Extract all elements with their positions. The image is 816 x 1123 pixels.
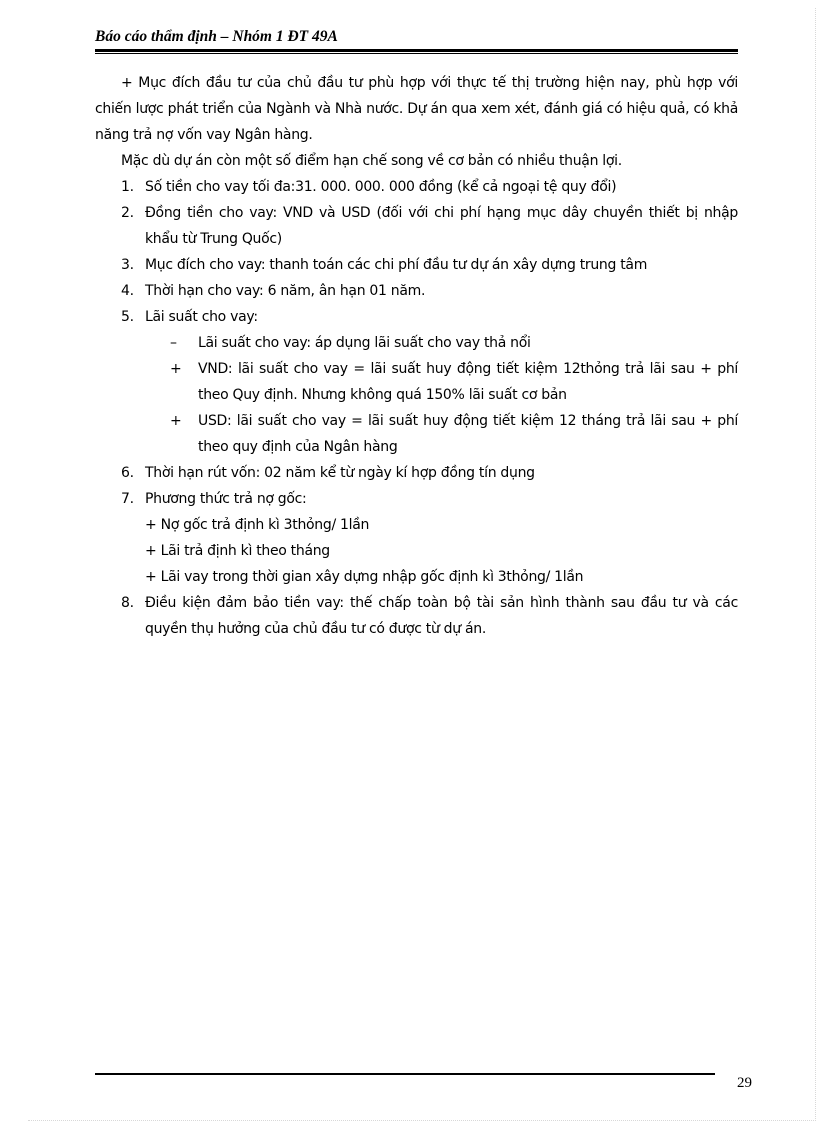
subitem-text: USD: lãi suất cho vay = lãi suất huy động tiết kiệm 12 tháng trả lãi sau + phí theo quy định của Ngân hàng [198, 413, 738, 455]
item-number: 4. [121, 283, 134, 299]
item-text: Phương thức trả nợ gốc: [145, 491, 307, 507]
item-number: 7. [121, 491, 134, 507]
list-item [95, 590, 738, 642]
item-number: 3. [121, 257, 134, 273]
header-rule [95, 49, 738, 52]
repayment-line: + Lãi vay trong thời gian xây dựng nhập gốc định kì 3thỏng/ 1lần [145, 569, 584, 585]
list-item [95, 174, 738, 200]
item-text: Thời hạn rút vốn: 02 năm kể từ ngày kí hợp đồng tín dụng [145, 465, 535, 481]
item-text: Điều kiện đảm bảo tiền vay: thế chấp toàn bộ tài sản hình thành sau đầu tư và các quyền thụ hưởng của chủ đầu tư có được từ dự án. [145, 595, 738, 637]
page-number: 29 [737, 1075, 752, 1091]
item-number: 5. [121, 309, 134, 325]
page-header [95, 28, 738, 54]
rate-subitem [95, 356, 738, 408]
subitem-mark: – [170, 335, 177, 351]
intro-paragraph: + Mục đích đầu tư của chủ đầu tư phù hợp với thực tế thị trường hiện nay, phù hợp với chiến lược phát triển của Ngành và Nhà nước. Dự án qua xem xét, đánh giá có hiệu quả, có khả năng trả nợ vốn vay Ngân hàng. [95, 75, 738, 143]
item-text: Thời hạn cho vay: 6 năm, ân hạn 01 năm. [145, 283, 426, 299]
item-number: 2. [121, 205, 134, 221]
item-text: Lãi suất cho vay: [145, 309, 258, 325]
rate-subitem [95, 408, 738, 460]
item-text: Số tiền cho vay tối đa:31. 000. 000. 000 đồng (kể cả ngoại tệ quy đổi) [145, 179, 617, 195]
item-number: 8. [121, 595, 134, 611]
repayment-line: + Lãi trả định kì theo tháng [145, 543, 330, 559]
item-text: Mục đích cho vay: thanh toán các chi phí đầu tư dự án xây dựng trung tâm [145, 257, 648, 273]
footer-rule [95, 1073, 715, 1075]
item-number: 6. [121, 465, 134, 481]
list-item [95, 278, 738, 304]
subitem-text: VND: lãi suất cho vay = lãi suất huy động tiết kiệm 12thỏng trả lãi sau + phí theo Quy định. Nhưng không quá 150% lãi suất cơ bản [198, 361, 738, 403]
document-body [95, 70, 738, 642]
header-title: Báo cáo thẩm định – Nhóm 1 ĐT 49A [95, 28, 338, 45]
subitem-text: Lãi suất cho vay: áp dụng lãi suất cho vay thả nổi [198, 335, 531, 351]
item-text: Đồng tiền cho vay: VND và USD (đối với chi phí hạng mục dây chuyền thiết bị nhập khẩu từ Trung Quốc) [145, 205, 738, 247]
item-number: 1. [121, 179, 134, 195]
page-footer [95, 1073, 715, 1075]
list-item [95, 486, 738, 512]
list-item [95, 304, 738, 330]
repayment-line: + Nợ gốc trả định kì 3thỏng/ 1lần [145, 517, 370, 533]
list-item [95, 460, 738, 486]
subitem-mark: + [170, 413, 182, 429]
rate-subitem [95, 330, 738, 356]
subitem-mark: + [170, 361, 182, 377]
list-item [95, 200, 738, 252]
list-item [95, 252, 738, 278]
summary-paragraph: Mặc dù dự án còn một số điểm hạn chế song về cơ bản có nhiều thuận lợi. [121, 153, 622, 169]
header-rule-thin [95, 53, 738, 54]
